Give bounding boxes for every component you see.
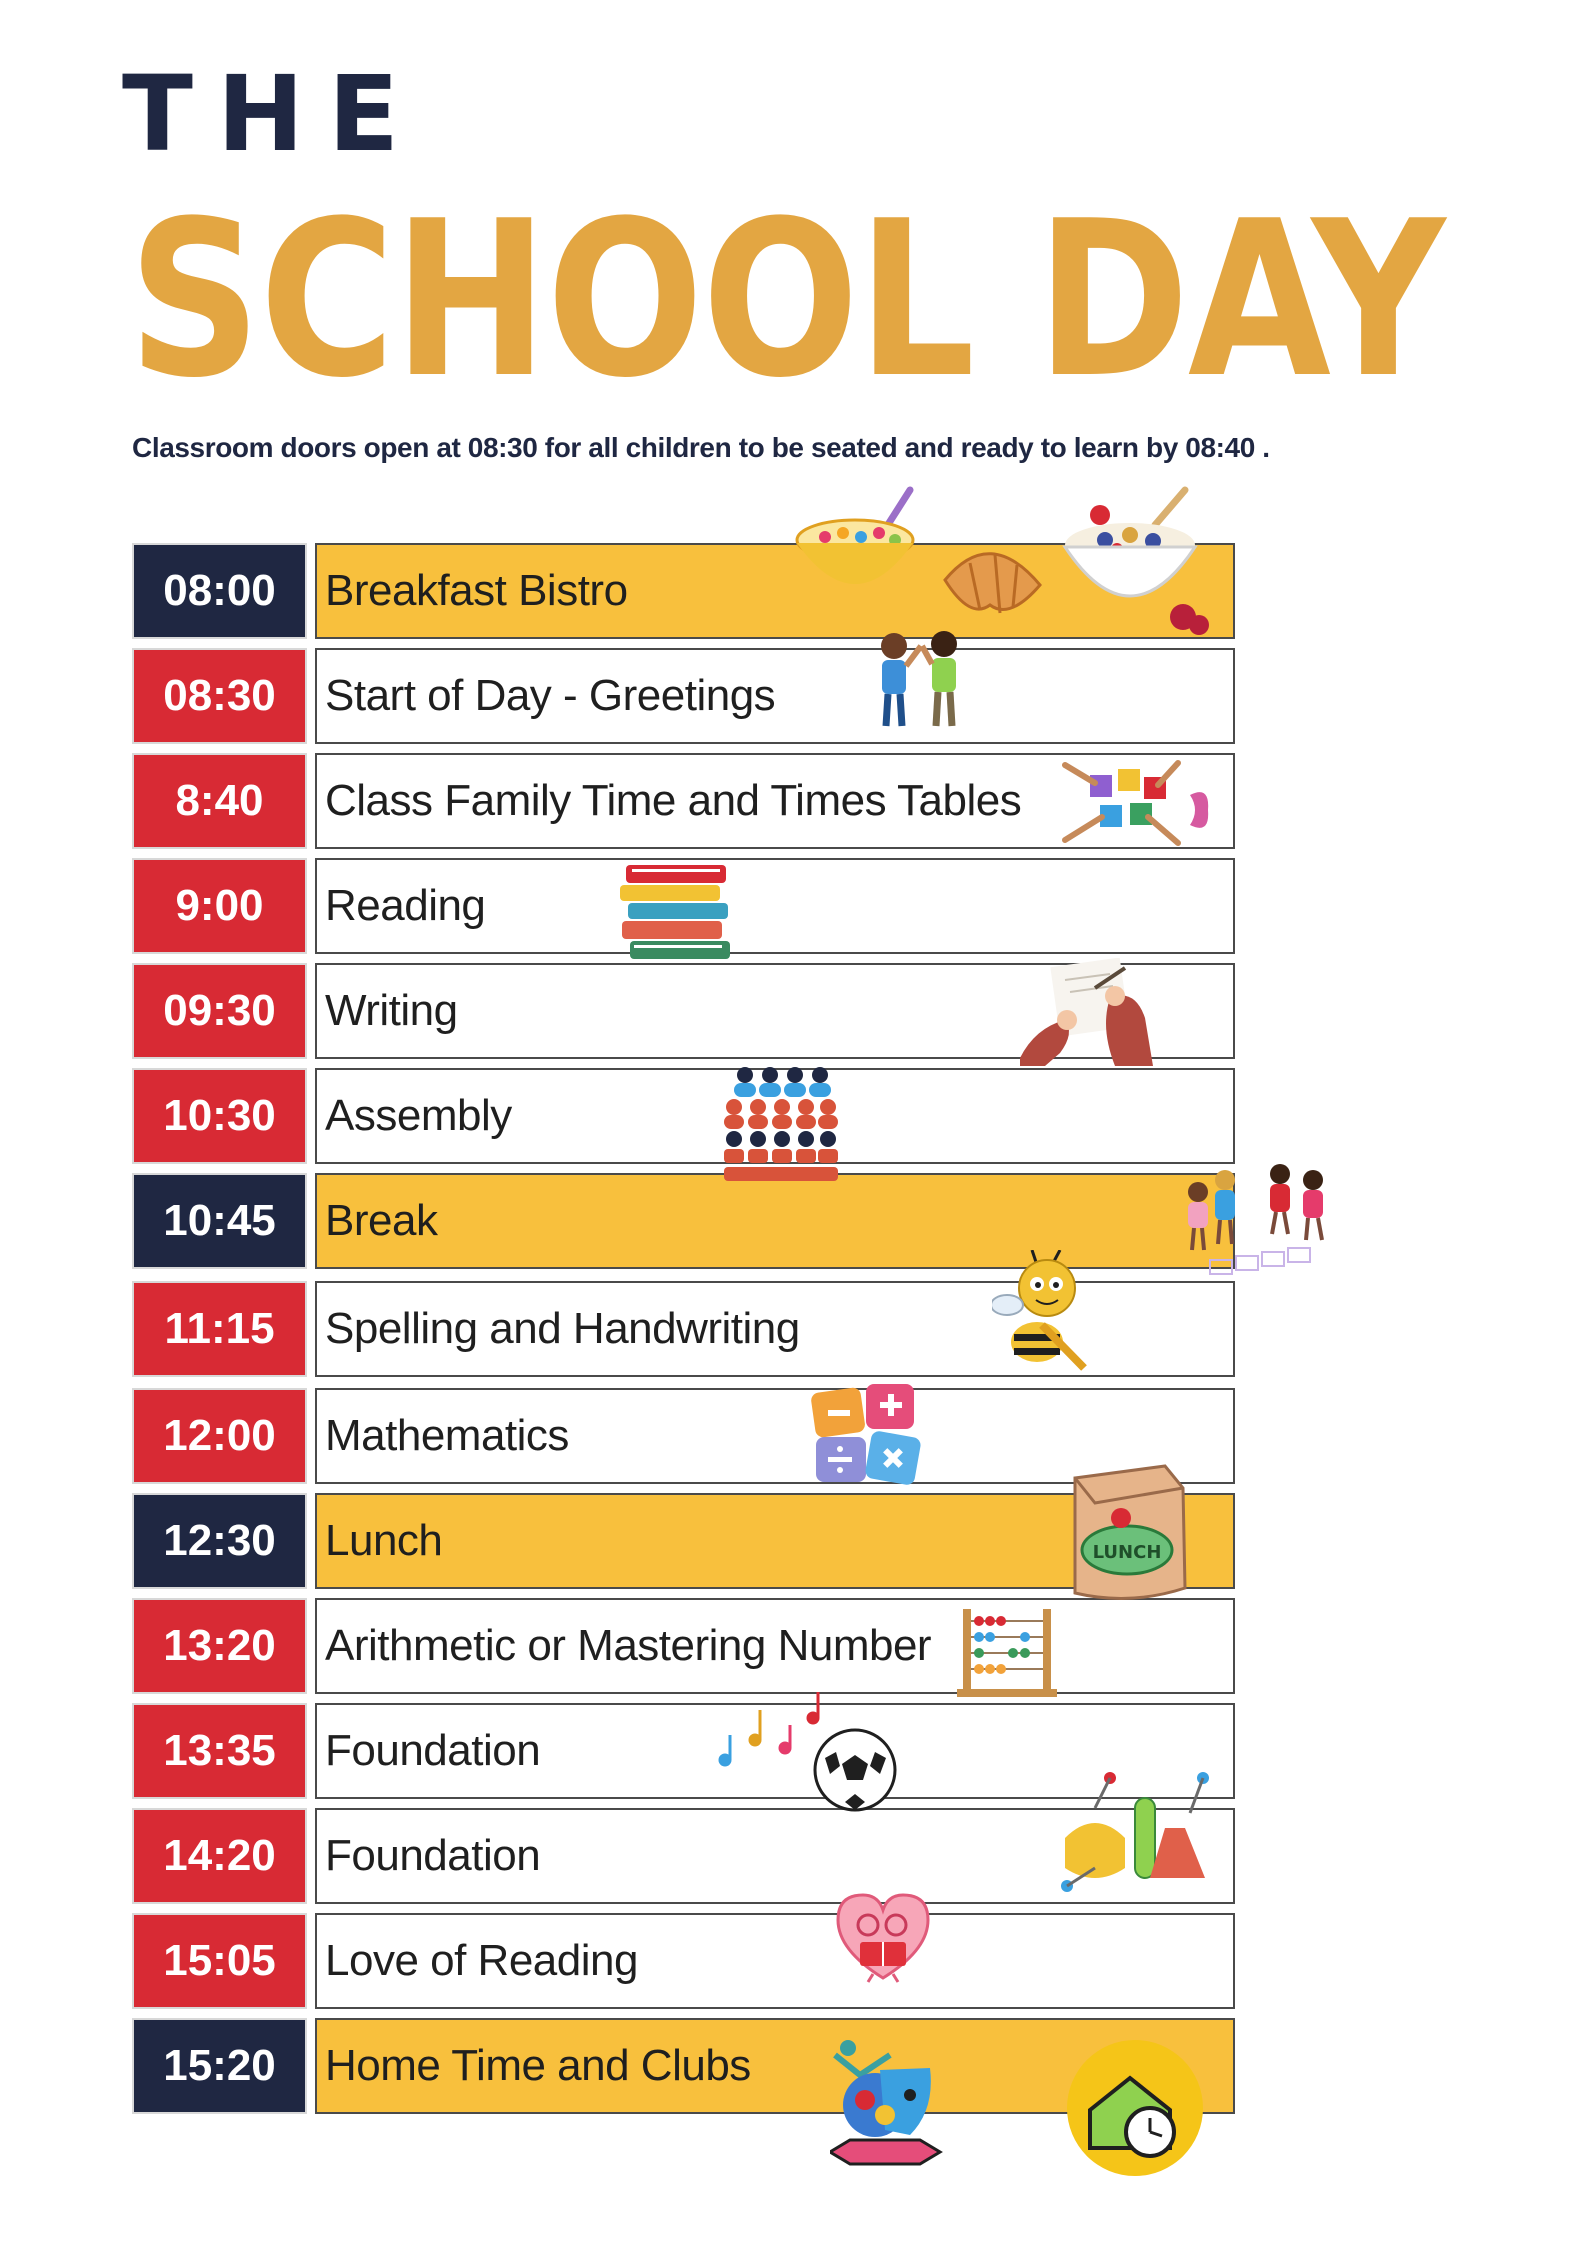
breakfast-icon (795, 485, 1215, 645)
lunch-bag-icon (1055, 1458, 1200, 1608)
music-football-icon (700, 1690, 900, 1815)
activity-cell: Foundation (315, 1703, 1235, 1799)
time-cell: 8:40 (132, 753, 307, 849)
time-cell: 09:30 (132, 963, 307, 1059)
time-cell: 9:00 (132, 858, 307, 954)
activity-cell: Break (315, 1173, 1235, 1269)
time-cell: 13:35 (132, 1703, 307, 1799)
activity-cell: Reading (315, 858, 1235, 954)
time-cell: 14:20 (132, 1808, 307, 1904)
time-cell: 15:05 (132, 1913, 307, 2009)
activity-cell: Start of Day - Greetings (315, 648, 1235, 744)
activity-cell: Class Family Time and Times Tables (315, 753, 1235, 849)
science-icon (1055, 1768, 1215, 1896)
activity-cell: Writing (315, 963, 1235, 1059)
activity-cell: Mathematics (315, 1388, 1235, 1484)
time-cell: 12:00 (132, 1388, 307, 1484)
intro-text: Classroom doors open at 08:30 for all children to be seated and ready to learn by 08:40 . (132, 432, 1270, 463)
puzzle-hands-icon (1060, 755, 1220, 855)
bee-pencil-icon (992, 1250, 1092, 1375)
time-cell: 08:00 (132, 543, 307, 639)
activity-cell: Spelling and Handwriting (315, 1281, 1235, 1377)
activity-cell: Home Time and Clubs (315, 2018, 1235, 2114)
clubs-home-clock-icon (830, 2040, 1220, 2180)
writing-hand-icon (1015, 958, 1155, 1070)
activity-cell: Foundation (315, 1808, 1235, 1904)
children-greeting-icon (866, 628, 976, 738)
activity-cell: Lunch (315, 1493, 1235, 1589)
time-cell: 11:15 (132, 1281, 307, 1377)
books-stack-icon (618, 860, 733, 965)
heart-book-icon (828, 1890, 938, 1990)
activity-cell: Assembly (315, 1068, 1235, 1164)
time-cell: 10:45 (132, 1173, 307, 1269)
assembly-people-icon (720, 1065, 840, 1185)
time-cell: 12:30 (132, 1493, 307, 1589)
time-cell: 08:30 (132, 648, 307, 744)
title-the: THE (122, 53, 424, 175)
title-school-day: SCHOOL DAY (128, 174, 1444, 425)
time-cell: 13:20 (132, 1598, 307, 1694)
activity-cell: Breakfast Bistro (315, 543, 1235, 639)
math-symbols-icon (808, 1382, 938, 1490)
lunch-bag-label: LUNCH (1092, 1542, 1162, 1563)
time-cell: 15:20 (132, 2018, 307, 2114)
abacus-icon (955, 1605, 1060, 1700)
activity-cell: Arithmetic or Mastering Number (315, 1598, 1235, 1694)
children-playing-icon (1180, 1160, 1340, 1295)
activity-cell: Love of Reading (315, 1913, 1235, 2009)
time-cell: 10:30 (132, 1068, 307, 1164)
